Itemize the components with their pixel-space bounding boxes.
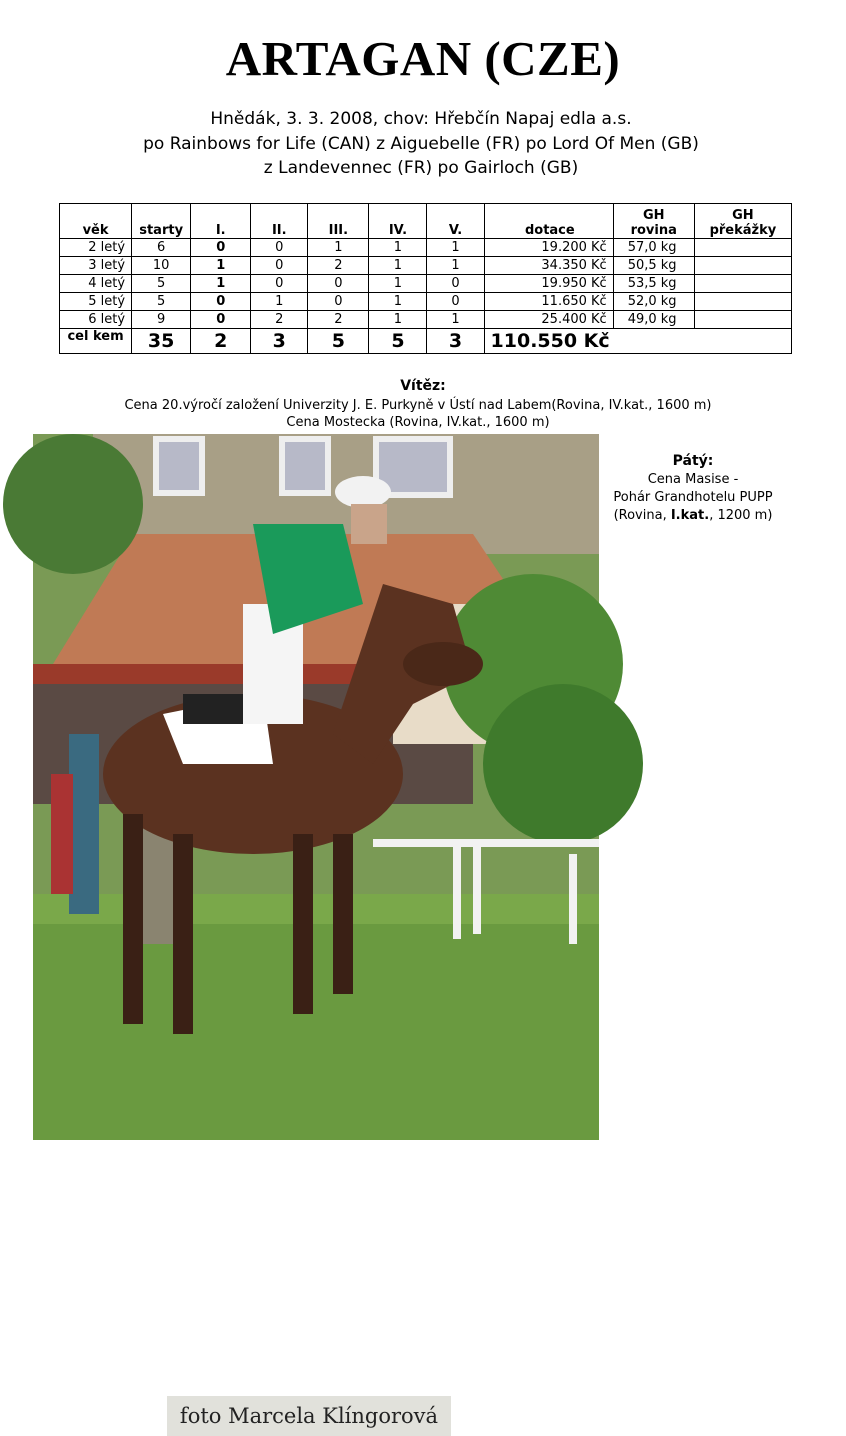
header-gh-flat — [613, 204, 694, 239]
header-5th: V. — [427, 204, 484, 239]
fifth-race-line-3 — [603, 507, 783, 525]
header-3rd: III. — [308, 204, 369, 239]
winner-race-1: Cena 20.výročí založení Univerzity J. E. Purkyně v Ústí nad Labem(Rovina, IV.kat., 1600 m) — [124, 398, 712, 413]
fifth-race-line-1: Cena Masise - — [647, 472, 739, 487]
horse-pedigree-line-1: po Rainbows for Life (CAN) z Aiguebelle (FR) po Lord Of Men (GB) — [143, 134, 699, 154]
table-row — [60, 257, 792, 275]
table-cell: 0 — [251, 239, 308, 257]
table-cell: 0 — [308, 275, 369, 293]
table-cell: 1 — [191, 257, 251, 275]
table-cell: 25.400 Kč — [484, 311, 613, 329]
header-starts: starty — [132, 204, 191, 239]
table-cell: 1 — [427, 257, 484, 275]
table-cell: 2 — [308, 257, 369, 275]
table-cell: 0 — [191, 239, 251, 257]
horse-name-title: ARTAGAN (CZE) — [225, 31, 621, 86]
horse-photo-illustration — [33, 434, 599, 1140]
table-row — [60, 239, 792, 257]
table-cell: 0 — [427, 293, 484, 311]
table-cell: 6 — [132, 239, 191, 257]
table-cell — [694, 311, 791, 329]
header-gh-jumps-l1: GH — [732, 208, 754, 223]
horse-info-line-1: Hnědák, 3. 3. 2008, chov: Hřebčín Napaj edla a.s. — [210, 109, 632, 129]
table-cell: 0 — [251, 257, 308, 275]
fifth-race-line-2: Pohár Grandhotelu PUPP — [613, 490, 773, 505]
table-cell: 53,5 kg — [613, 275, 694, 293]
total-earnings: 110.550 Kč — [484, 329, 791, 354]
total-5th: 3 — [427, 329, 484, 354]
table-cell: 50,5 kg — [613, 257, 694, 275]
header-age: věk — [60, 204, 132, 239]
table-cell: 1 — [369, 239, 427, 257]
table-cell: 5 letý — [60, 293, 132, 311]
race-statistics-table — [59, 203, 792, 354]
header-gh-jumps — [694, 204, 791, 239]
table-cell: 2 letý — [60, 239, 132, 257]
fifth-place-heading: Pátý: — [672, 453, 714, 469]
table-cell: 1 — [308, 239, 369, 257]
table-cell: 1 — [251, 293, 308, 311]
table-cell: 57,0 kg — [613, 239, 694, 257]
total-3rd: 5 — [308, 329, 369, 354]
table-cell: 1 — [369, 293, 427, 311]
total-1st: 2 — [191, 329, 251, 354]
header-gh-flat-l2: rovina — [630, 223, 677, 238]
table-cell: 19.950 Kč — [484, 275, 613, 293]
table-cell: 10 — [132, 257, 191, 275]
table-cell: 1 — [369, 275, 427, 293]
winner-heading: Vítěz: — [400, 378, 446, 394]
winner-race-2: Cena Mostecka (Rovina, IV.kat., 1600 m) — [286, 415, 550, 430]
table-cell — [694, 275, 791, 293]
total-label: cel kem — [60, 329, 132, 354]
total-2nd: 3 — [251, 329, 308, 354]
table-cell: 4 letý — [60, 275, 132, 293]
table-row — [60, 293, 792, 311]
table-cell: 19.200 Kč — [484, 239, 613, 257]
table-cell: 9 — [132, 311, 191, 329]
table-cell: 5 — [132, 293, 191, 311]
table-cell: 52,0 kg — [613, 293, 694, 311]
header-gh-jumps-l2: překážky — [709, 223, 777, 238]
fifth-race-category: I.kat. — [670, 508, 710, 523]
table-cell — [694, 239, 791, 257]
table-cell: 1 — [427, 311, 484, 329]
table-cell: 1 — [191, 275, 251, 293]
fifth-race-prefix: (Rovina, — [613, 508, 671, 523]
table-cell: 2 — [308, 311, 369, 329]
header-gh-flat-l1: GH — [642, 208, 665, 223]
horse-photo — [33, 434, 599, 1428]
table-cell: 49,0 kg — [613, 311, 694, 329]
table-cell: 3 letý — [60, 257, 132, 275]
table-cell: 1 — [427, 239, 484, 257]
table-cell: 1 — [369, 257, 427, 275]
table-cell — [694, 257, 791, 275]
table-cell: 0 — [191, 311, 251, 329]
total-starts: 35 — [132, 329, 191, 354]
table-cell: 34.350 Kč — [484, 257, 613, 275]
table-cell: 6 letý — [60, 311, 132, 329]
header-2nd: II. — [251, 204, 308, 239]
header-4th: IV. — [369, 204, 427, 239]
table-cell — [694, 293, 791, 311]
table-cell: 11.650 Kč — [484, 293, 613, 311]
horse-pedigree-line-2: z Landevennec (FR) po Gairloch (GB) — [263, 158, 579, 178]
table-cell: 0 — [427, 275, 484, 293]
table-cell: 5 — [132, 275, 191, 293]
table-row — [60, 311, 792, 329]
table-cell: 1 — [369, 311, 427, 329]
header-earnings: dotace — [484, 204, 613, 239]
table-cell: 0 — [191, 293, 251, 311]
header-1st: I. — [191, 204, 251, 239]
table-cell: 0 — [251, 275, 308, 293]
photo-credit: foto Marcela Klíngorová — [167, 1396, 451, 1436]
table-cell: 2 — [251, 311, 308, 329]
total-4th: 5 — [369, 329, 427, 354]
table-header-row — [60, 204, 792, 239]
table-row — [60, 275, 792, 293]
table-cell: 0 — [308, 293, 369, 311]
fifth-race-suffix: , 1200 m) — [709, 508, 773, 523]
table-total-row — [60, 329, 792, 354]
